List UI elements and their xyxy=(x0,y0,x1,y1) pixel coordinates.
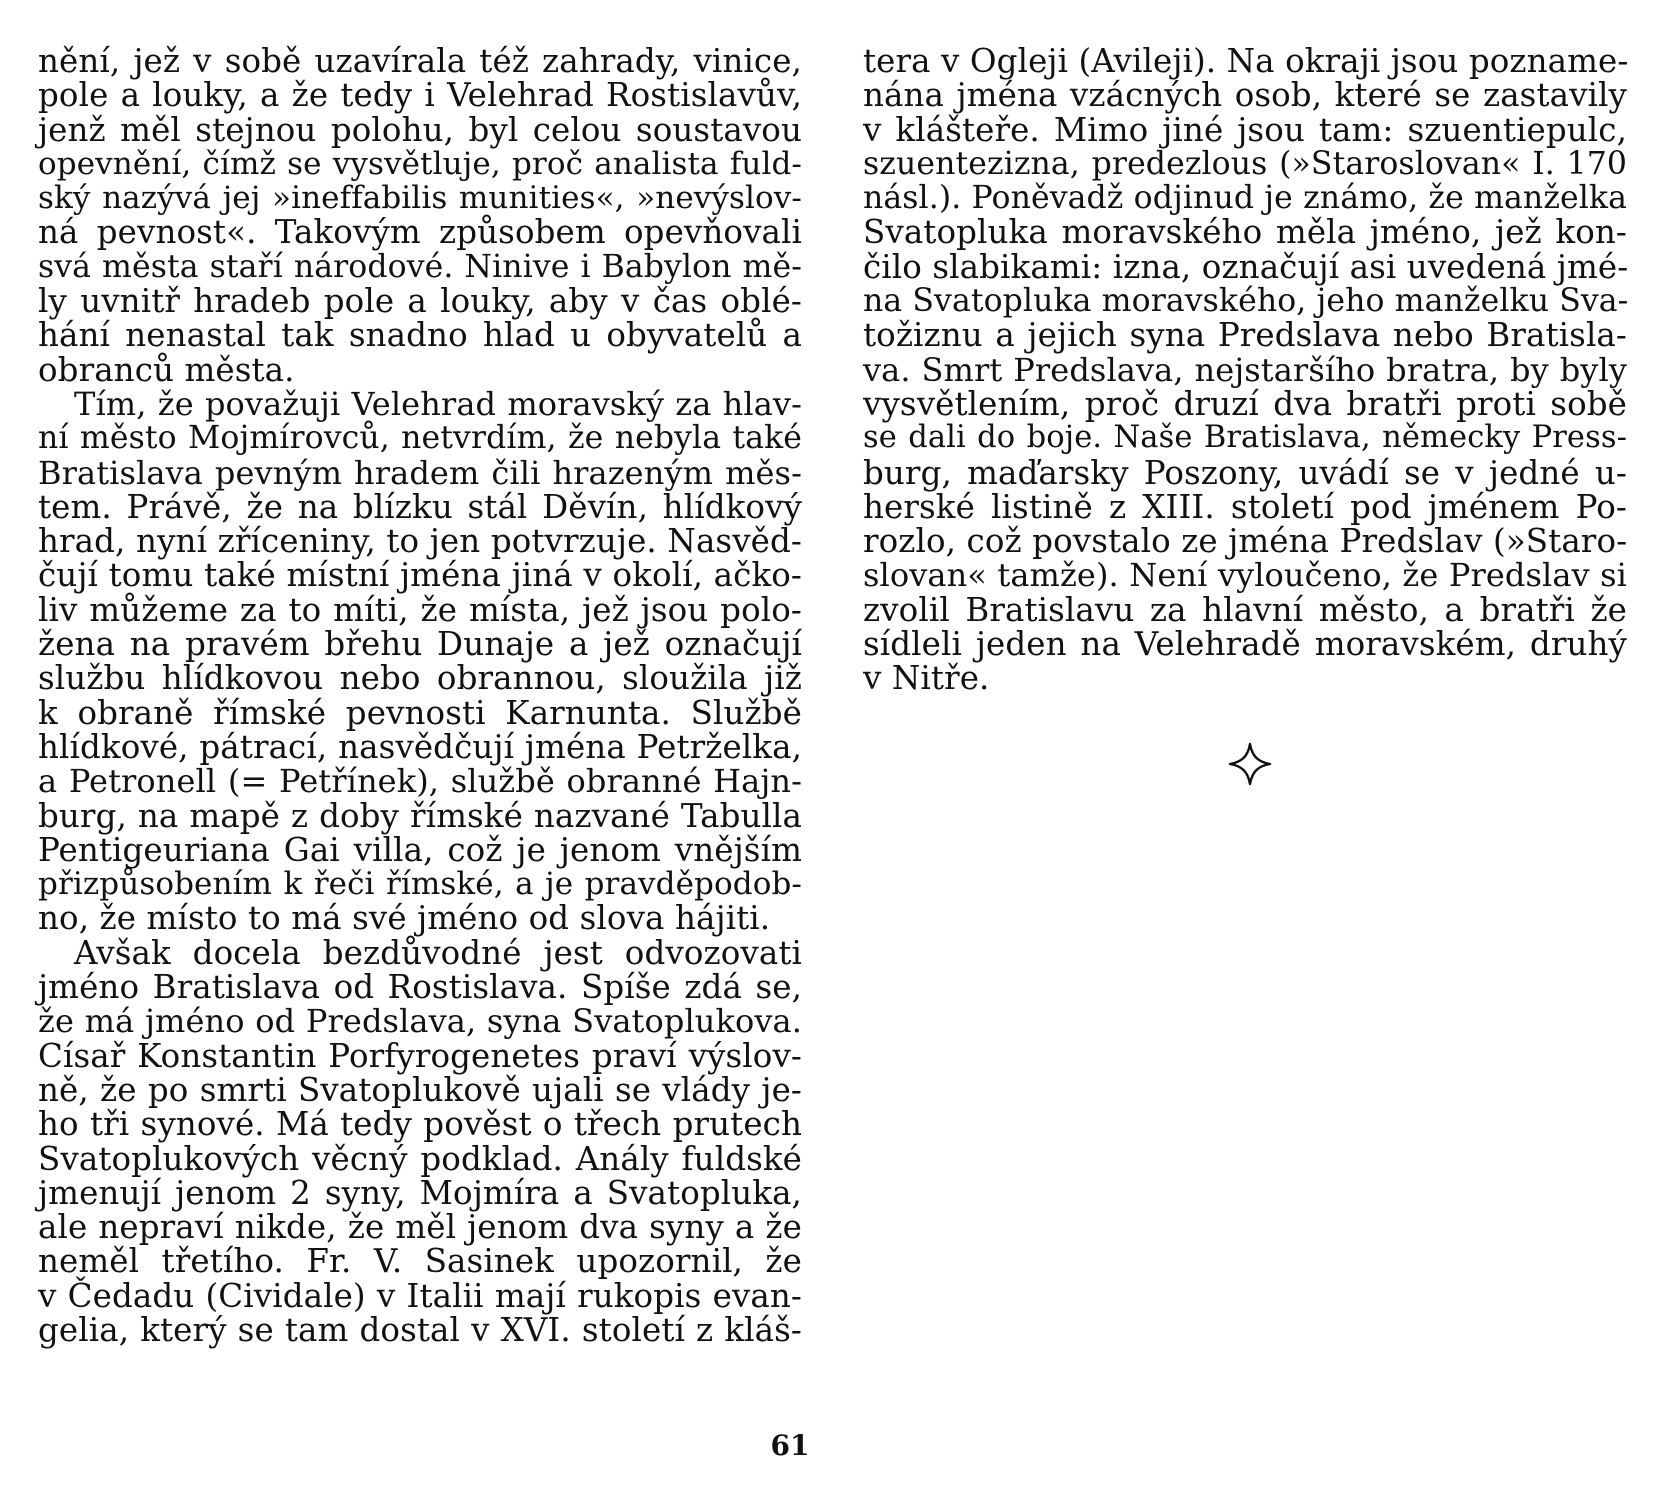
left-column-text-line: k obraně římské pevnosti Karnunta. Službě xyxy=(38,693,802,732)
left-column-text-line: ně, že po smrti Svatoplukově ujali se vlády je- xyxy=(38,1070,802,1109)
left-column-text-line: Svatoplukových věcný podklad. Anály fuldské xyxy=(38,1139,802,1178)
right-column-text-line: va. Smrt Predslava, nejstaršího bratra, by byly xyxy=(863,350,1627,389)
right-column-text-line: tera v Ogleji (Avileji). Na okraji jsou pozname- xyxy=(863,42,1629,80)
left-column-text-line: Tím, že považuji Velehrad moravský za hlav- xyxy=(74,384,802,423)
left-column-text-line: Bratislava pevným hradem čili hrazeným měs- xyxy=(38,453,802,492)
left-column-text-line: jenž měl stejnou polohu, byl celou soustavou xyxy=(38,110,802,149)
left-column-text-line: gelia, který se tam dostal v XVI. století z kláš- xyxy=(38,1310,802,1349)
left-column-text-line: v Čedadu (Cividale) v Italii mají rukopis evan- xyxy=(38,1276,802,1315)
left-column-text-line: hlídkové, pátrací, nasvědčují jména Petrželka, xyxy=(38,727,802,766)
right-column-text-line: herské listině z XIII. století pod jménem Po- xyxy=(863,487,1627,526)
right-column-text-line: čilo slabikami: izna, označují asi uvedená jmé- xyxy=(863,247,1629,286)
left-column-text-line: no, že místo to má své jméno od slova hájiti. xyxy=(38,899,771,938)
left-column-text-line: ly uvnitř hradeb pole a louky, aby v čas oblé- xyxy=(38,282,802,321)
page-number: 61 xyxy=(770,1429,810,1462)
left-column-text-line: hrad, nyní zříceniny, to jen potvrzuje. Nasvěd- xyxy=(38,522,802,561)
right-column-text-line: násl.). Poněvadž odjinud je známo, že manželka xyxy=(863,180,1627,217)
right-column-text-line: slovan« tamže). Není vyloučeno, že Predslav si xyxy=(863,556,1627,595)
left-column-text-line: neměl třetího. Fr. V. Sasinek upozornil, že xyxy=(38,1242,802,1281)
left-column-text-line: obranců města. xyxy=(38,350,295,389)
left-column-text-line: Pentigeuriana Gai villa, což je jenom vnějším xyxy=(38,830,802,869)
right-column-text-line: v Nitře. xyxy=(863,659,990,698)
right-column-text-line: Svatopluka moravského měla jméno, jež kon- xyxy=(863,213,1627,252)
left-column-text-line: Avšak docela bezdůvodné jest odvozovati xyxy=(74,933,802,972)
left-column-text-line: že má jméno od Predslava, syna Svatoplukova. xyxy=(38,1002,802,1041)
left-column-text-line: ní město Mojmírovců, netvrdím, že nebyla také xyxy=(38,420,802,457)
left-column-text-line: ho tři synové. Má tedy pověst o třech prutech xyxy=(38,1105,802,1144)
right-column-text-line: zvolil Bratislavu za hlavní město, a bratři že xyxy=(863,590,1627,629)
left-column-text-line: tem. Právě, že na blízku stál Děvín, hlídkový xyxy=(38,487,802,526)
right-column-text-line: se dali do boje. Naše Bratislava, německy Press- xyxy=(863,420,1627,456)
left-column xyxy=(38,44,802,1347)
left-column-text-line: žena na pravém břehu Dunaje a jež označují xyxy=(38,625,802,664)
left-column-text-line: ale nepraví nikde, že měl jenom dva syny a že xyxy=(38,1208,802,1247)
left-column-text-line: Císař Konstantin Porfyrogenetes praví výslov- xyxy=(38,1036,802,1075)
right-column-text-line: v klášteře. Mimo jiné jsou tam: szuentiepulc, xyxy=(863,110,1627,149)
left-column-text-line: ský nazývá jej »ineffabilis munities«, »nevýslov- xyxy=(38,180,802,217)
left-column-text-line: jmenují jenom 2 syny, Mojmíra a Svatopluka, xyxy=(38,1173,802,1212)
left-column-text-line: svá města staří národové. Ninive i Babylon mě- xyxy=(38,248,802,285)
right-column-text-line: tožiznu a jejich syna Predslava nebo Bratisla- xyxy=(863,316,1627,355)
left-column-text-line: ná pevnost«. Takovým způsobem opevňovali xyxy=(38,213,802,252)
left-column-text-line: burg, na mapě z doby římské nazvané Tabulla xyxy=(38,796,802,835)
four-point-star-ornament-icon xyxy=(1228,742,1272,786)
left-column-text-line: a Petronell (= Petřínek), službě obranné Hajn- xyxy=(38,762,802,801)
right-column-text-line: szuentezizna, predezlous (»Staroslovan« I. 170 xyxy=(863,145,1627,182)
right-column xyxy=(863,44,1627,696)
left-column-text-line: pole a louky, a že tedy i Velehrad Rostislavův, xyxy=(38,76,802,115)
left-column-text-line: opevnění, čímž se vysvětluje, proč analista fuld- xyxy=(38,145,802,182)
left-column-text-line: liv můžeme za to míti, že místa, jež jsou polo- xyxy=(38,590,802,629)
right-column-text-line: rozlo, což povstalo ze jména Predslav (»Staro- xyxy=(863,522,1628,561)
left-column-text-line: čují tomu také místní jména jiná v okolí, ačko- xyxy=(38,556,802,595)
right-column-text-line: vysvětlením, proč druzí dva bratři proti sobě xyxy=(863,384,1627,423)
left-column-text-line: nění, jež v sobě uzavírala též zahrady, vinice, xyxy=(38,42,802,80)
left-column-text-line: službu hlídkovou nebo obrannou, sloužila již xyxy=(38,659,802,698)
right-column-text-line: sídleli jeden na Velehradě moravském, druhý xyxy=(863,625,1627,664)
left-column-text-line: hání nenastal tak snadno hlad u obyvatelů a xyxy=(38,316,802,355)
left-column-text-line: jméno Bratislava od Rostislava. Spíše zdá se, xyxy=(38,968,802,1007)
right-column-text-line: nána jména vzácných osob, které se zastavily xyxy=(863,76,1627,115)
right-column-text-line: na Svatopluka moravského, jeho manželku Sva- xyxy=(863,283,1629,320)
left-column-text-line: přizpůsobením k řeči římské, a je pravděpodob- xyxy=(38,866,802,903)
right-column-text-line: burg, maďarsky Poszony, uvádí se v jedné u- xyxy=(863,453,1627,492)
